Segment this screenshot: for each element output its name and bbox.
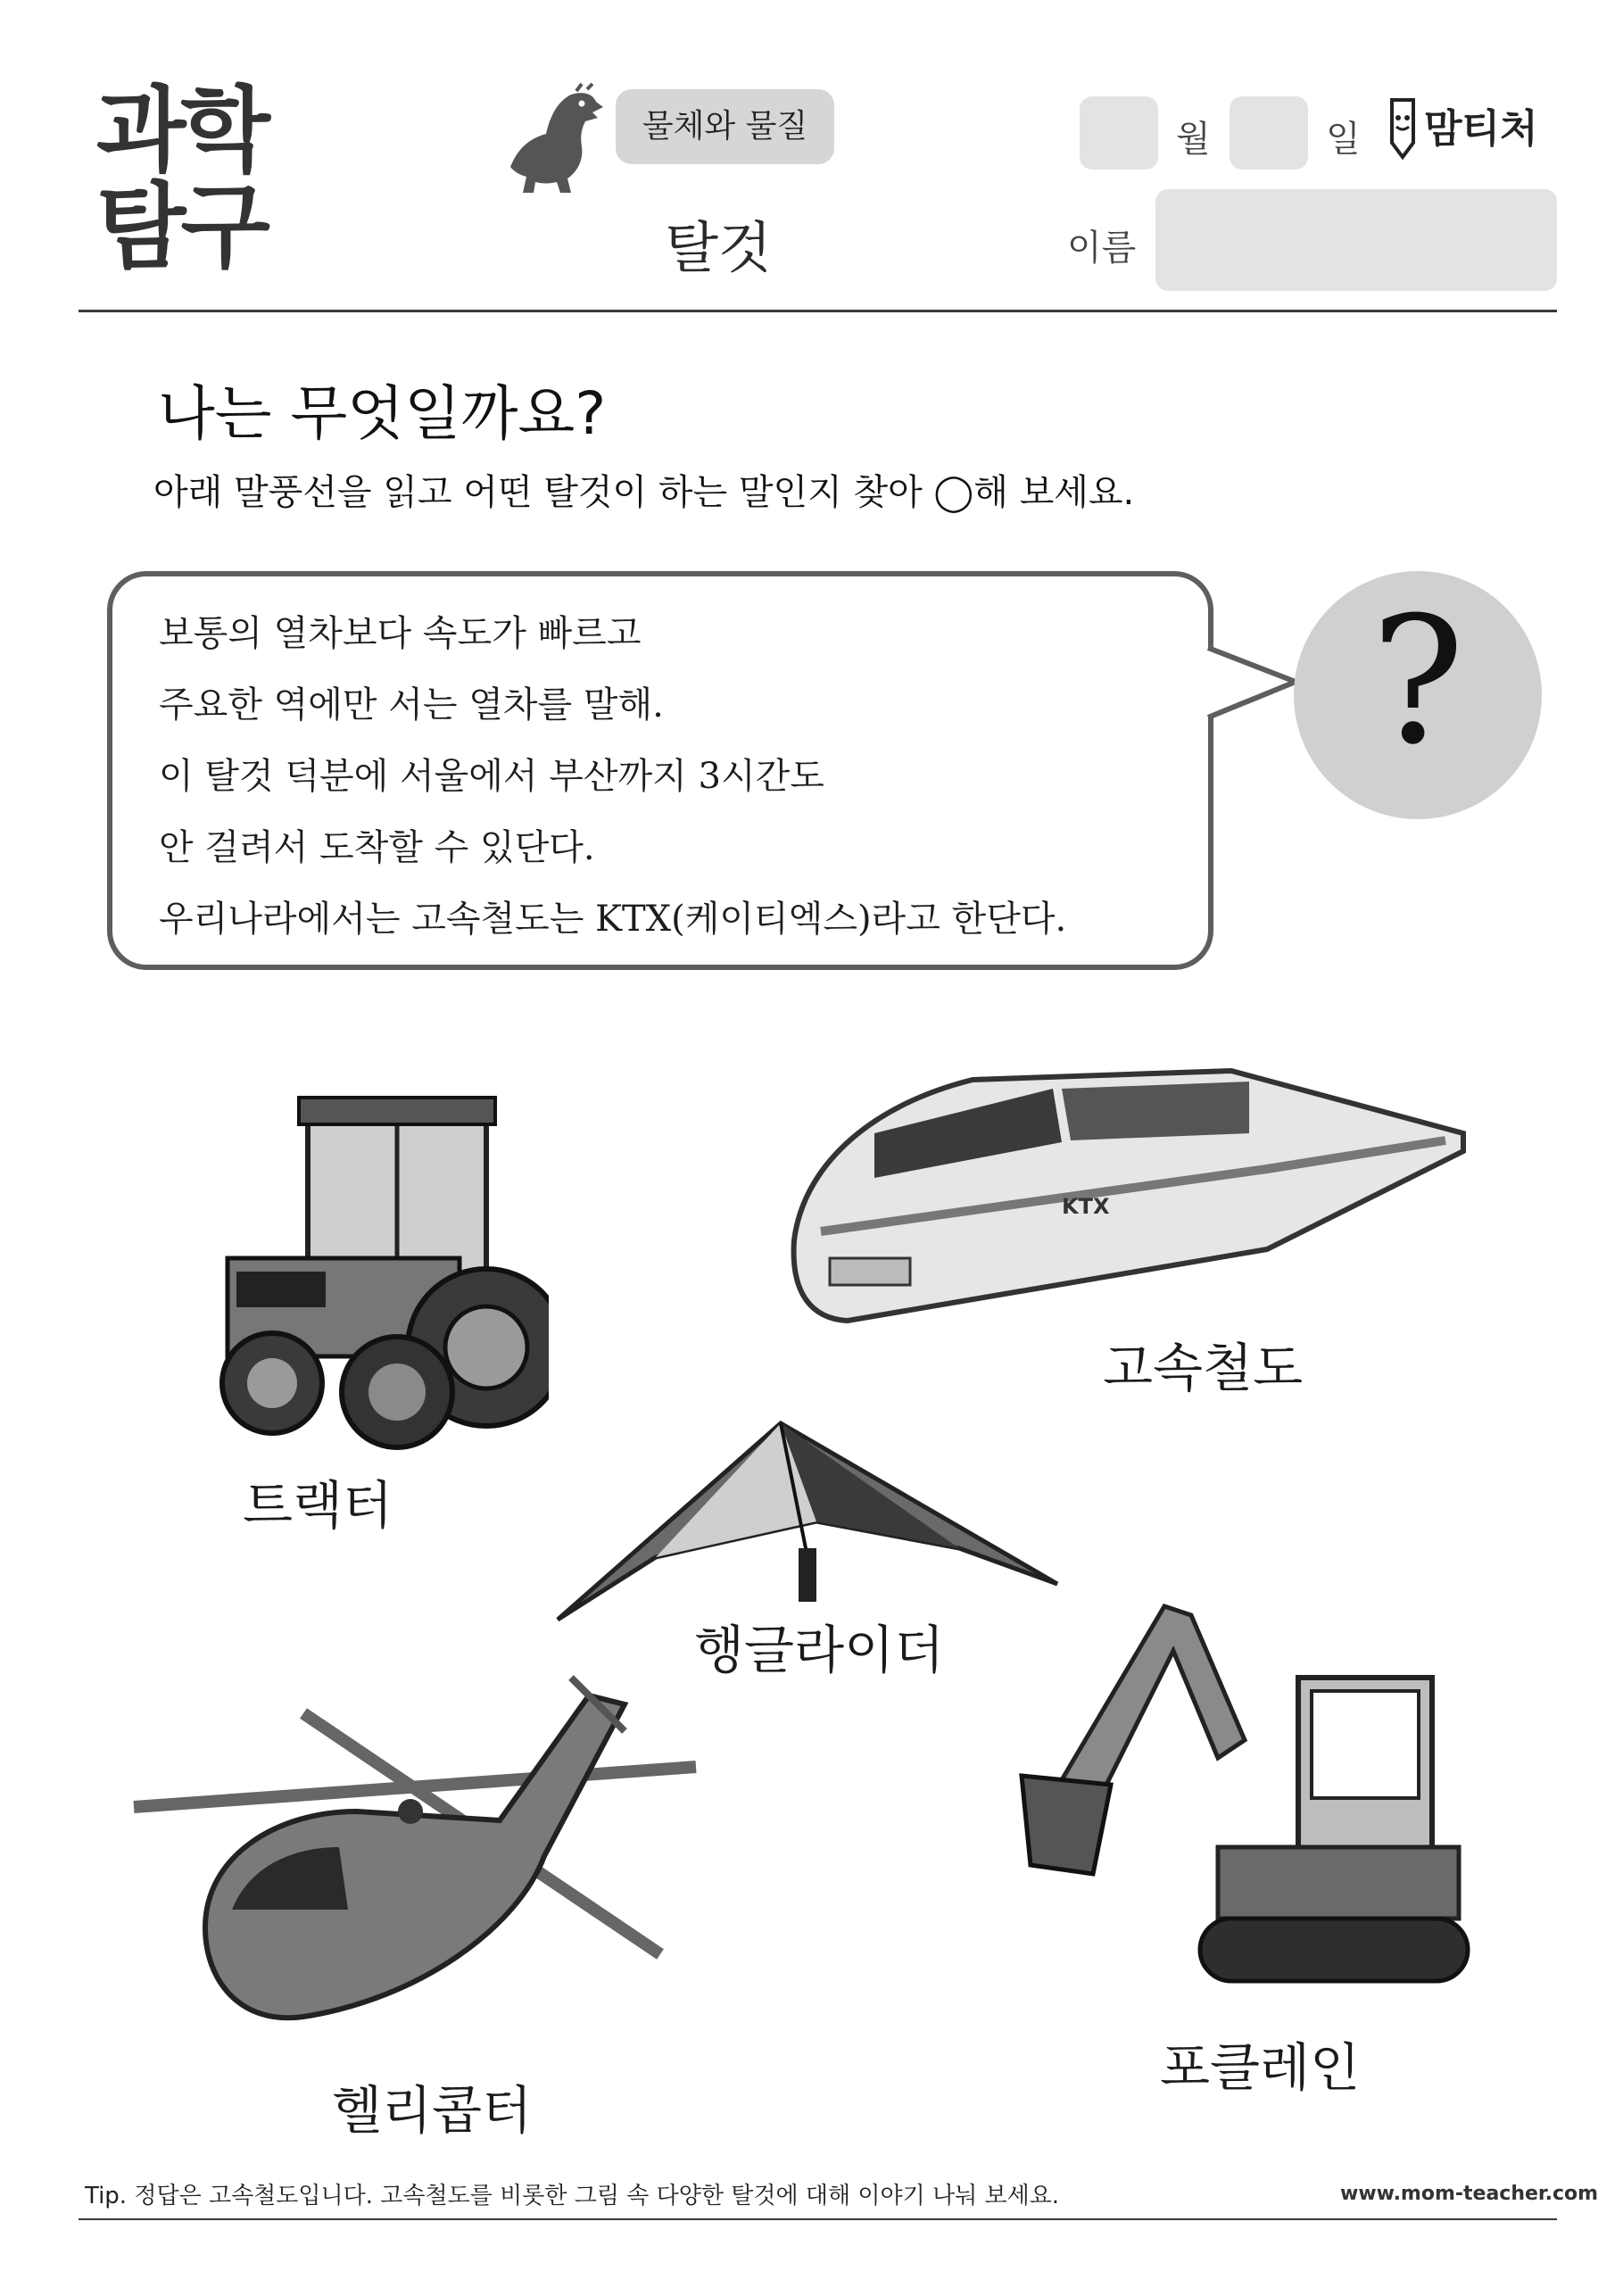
label-helicopter: 헬리콥터 <box>332 2080 533 2141</box>
tractor-image[interactable] <box>174 1062 549 1455</box>
excavator-image[interactable] <box>1013 1579 1481 2008</box>
month-label: 월 <box>1176 119 1211 160</box>
label-hang-glider: 행글라이더 <box>694 1620 945 1680</box>
name-field[interactable] <box>1155 189 1557 291</box>
label-ktx: 고속철도 <box>1103 1338 1304 1398</box>
name-label: 이름 <box>1067 228 1137 269</box>
day-label: 일 <box>1326 119 1361 160</box>
day-field[interactable] <box>1230 96 1308 170</box>
instruction-text: 아래 말풍선을 읽고 어떤 탈것이 하는 말인지 찾아 ◯해 보세요. <box>153 472 1135 513</box>
footer-url[interactable]: www.mom-teacher.com <box>1340 2183 1599 2205</box>
topic-badge: 물체와 물질 <box>616 89 834 164</box>
label-tractor: 트랙터 <box>243 1475 393 1536</box>
question-mark: ? <box>1370 580 1465 783</box>
lesson-title: 탈것 <box>665 215 772 280</box>
dinosaur-icon <box>500 82 616 198</box>
speech-bubble-tail <box>1206 642 1299 723</box>
header-divider <box>79 310 1557 312</box>
brand-line-1: 과학 <box>96 76 265 185</box>
brand-line-2: 탐구 <box>96 172 265 281</box>
train-logo-text: KTX <box>1062 1194 1110 1219</box>
question-title: 나는 무엇일까요? <box>158 379 607 448</box>
footer-divider <box>79 2218 1557 2220</box>
mom-teacher-logo: 맘티처 <box>1424 106 1538 152</box>
bubble-line-4: 안 걸려서 도착할 수 있단다. <box>159 827 595 868</box>
pencil-mascot-icon <box>1383 93 1422 161</box>
footer-tip: Tip. 정답은 고속철도입니다. 고속철도를 비롯한 그림 속 다양한 탈것에 대해 이야기 나눠 보세요. <box>85 2183 1060 2209</box>
bubble-line-2: 주요한 역에만 서는 열차를 말해. <box>159 684 664 725</box>
bubble-line-3: 이 탈것 덕분에 서울에서 부산까지 3시간도 <box>159 756 824 797</box>
bubble-line-1: 보통의 열차보다 속도가 빠르고 <box>159 613 642 654</box>
label-excavator: 포클레인 <box>1160 2037 1361 2098</box>
hang-glider-image[interactable] <box>549 1414 1066 1633</box>
bubble-line-5: 우리나라에서는 고속철도는 KTX(케이티엑스)라고 한단다. <box>159 899 1067 940</box>
brand-logo <box>96 76 288 281</box>
helicopter-image[interactable] <box>125 1660 705 2043</box>
ktx-train-image[interactable] <box>767 1035 1472 1339</box>
month-field[interactable] <box>1080 96 1158 170</box>
